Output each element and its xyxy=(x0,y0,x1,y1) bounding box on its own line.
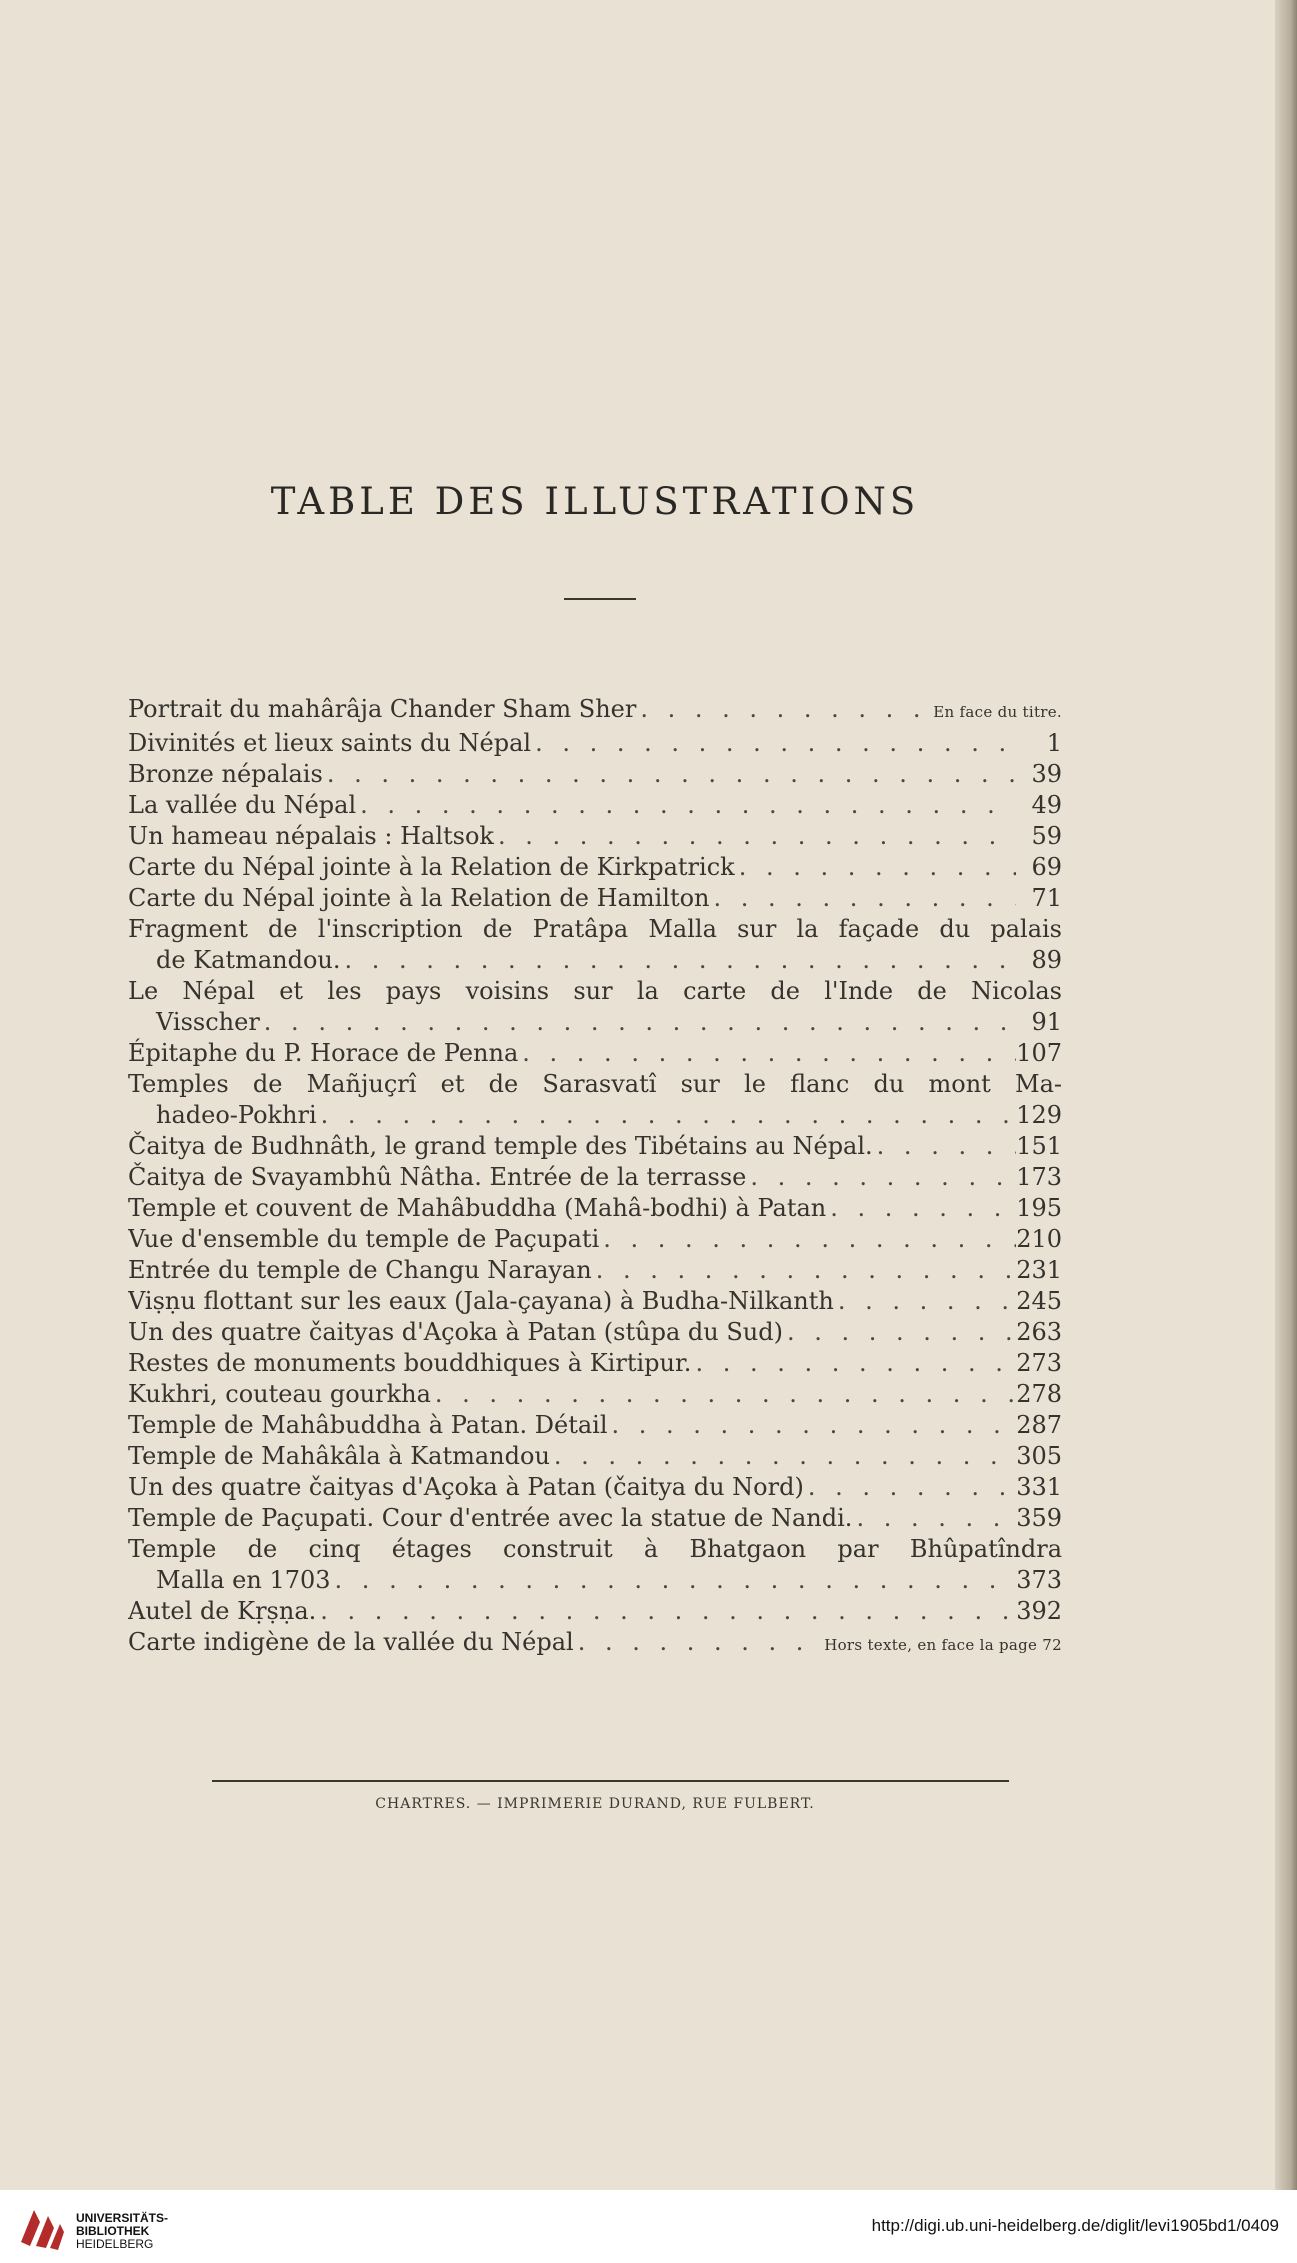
illustration-entry xyxy=(128,1317,1062,1348)
title-divider xyxy=(564,598,636,600)
entry-title: de Katmandou. xyxy=(156,946,341,974)
entry-line xyxy=(128,728,1062,759)
entry-note: Hors texte, en face la page 72 xyxy=(824,1636,1062,1654)
illustration-entry xyxy=(128,852,1062,883)
dot-leader xyxy=(691,1348,1016,1379)
dot-leader xyxy=(323,759,1016,790)
entry-title: Un des quatre čaityas d'Açoka à Patan (čaitya du Nord) xyxy=(128,1473,804,1501)
library-name-line: UNIVERSITÄTS- xyxy=(76,2211,169,2225)
page-number: 69 xyxy=(1031,853,1062,881)
illustration-entry xyxy=(128,914,1062,976)
dot-leader xyxy=(710,883,1016,914)
page-number: 71 xyxy=(1031,884,1062,912)
dot-leader xyxy=(873,1131,1016,1162)
dot-leader xyxy=(783,1317,1016,1348)
entry-line xyxy=(128,1162,1062,1193)
dot-leader xyxy=(341,945,1017,976)
entry-line xyxy=(128,976,1062,1007)
entry-line xyxy=(128,945,1062,976)
entry-title: Temple de cinq étages construit à Bhatgaon par Bhûpatîndra xyxy=(128,1535,1062,1563)
entry-note: En face du titre. xyxy=(933,703,1062,721)
entry-line xyxy=(128,1410,1062,1441)
entry-line xyxy=(128,759,1062,790)
entry-title: Kukhri, couteau gourkha xyxy=(128,1380,431,1408)
entry-title: La vallée du Népal xyxy=(128,791,357,819)
dot-leader xyxy=(356,790,1016,821)
illustration-entry xyxy=(128,1224,1062,1255)
illustration-entry xyxy=(128,1131,1062,1162)
entry-line xyxy=(128,1441,1062,1472)
illustration-entry xyxy=(128,728,1062,759)
page-number: 151 xyxy=(1016,1132,1062,1160)
entry-line xyxy=(128,1379,1062,1410)
entry-line xyxy=(128,914,1062,945)
entry-title: Viṣṇu flottant sur les eaux (Jala-çayana) à Budha-Nilkanth xyxy=(128,1287,834,1315)
entry-line xyxy=(128,1069,1062,1100)
illustration-entry xyxy=(128,1441,1062,1472)
entry-title: Entrée du temple de Changu Narayan xyxy=(128,1256,592,1284)
entry-line xyxy=(128,1131,1062,1162)
page-number: 195 xyxy=(1016,1194,1062,1222)
illustration-entry xyxy=(128,1255,1062,1286)
illustrations-list xyxy=(128,694,1062,1661)
illustration-entry xyxy=(128,1534,1062,1596)
entry-line xyxy=(128,1534,1062,1565)
illustration-entry xyxy=(128,1069,1062,1131)
entry-line xyxy=(128,1286,1062,1317)
entry-line xyxy=(128,694,1062,728)
digitization-footer xyxy=(0,2190,1297,2263)
dot-leader xyxy=(431,1379,1016,1410)
entry-title: Carte du Népal jointe à la Relation de Kirkpatrick xyxy=(128,853,735,881)
page-number: 91 xyxy=(1031,1008,1062,1036)
dot-leader xyxy=(531,728,1016,759)
entry-title: Un hameau népalais : Haltsok xyxy=(128,822,494,850)
page-spine-edge xyxy=(1275,0,1297,2190)
entry-title: Vue d'ensemble du temple de Paçupati xyxy=(128,1225,600,1253)
illustration-entry xyxy=(128,1038,1062,1069)
entry-title: Čaitya de Svayambhû Nâtha. Entrée de la terrasse xyxy=(128,1163,747,1191)
dot-leader xyxy=(592,1255,1016,1286)
illustration-entry xyxy=(128,1193,1062,1224)
entry-line xyxy=(128,1193,1062,1224)
library-name-line: BIBLIOTHEK xyxy=(76,2224,150,2238)
page-number: 129 xyxy=(1016,1101,1062,1129)
illustration-entry xyxy=(128,1348,1062,1379)
dot-leader xyxy=(804,1472,1016,1503)
illustration-entry xyxy=(128,1379,1062,1410)
dot-leader xyxy=(494,821,1016,852)
page-number: 173 xyxy=(1016,1163,1062,1191)
entry-title: Un des quatre čaityas d'Açoka à Patan (stûpa du Sud) xyxy=(128,1318,783,1346)
entry-line xyxy=(128,1596,1062,1627)
footer-divider xyxy=(212,1780,1009,1782)
entry-line xyxy=(128,1317,1062,1348)
page-number: 263 xyxy=(1016,1318,1062,1346)
dot-leader xyxy=(608,1410,1017,1441)
entry-line xyxy=(128,1503,1062,1534)
entry-line xyxy=(128,1565,1062,1596)
page-number: 107 xyxy=(1016,1039,1062,1067)
illustration-entry xyxy=(128,1503,1062,1534)
entry-line xyxy=(128,1348,1062,1379)
illustration-entry xyxy=(128,1596,1062,1627)
dot-leader xyxy=(826,1193,1016,1224)
entry-title: Carte indigène de la vallée du Népal xyxy=(128,1628,574,1656)
entry-title: Bronze népalais xyxy=(128,760,323,788)
entry-title: Divinités et lieux saints du Népal xyxy=(128,729,532,757)
dot-leader xyxy=(599,1224,1016,1255)
page-number: 273 xyxy=(1016,1349,1062,1377)
entry-title: Čaitya de Budhnâth, le grand temple des Tibétains au Népal. xyxy=(128,1132,873,1160)
entry-title: Temple de Paçupati. Cour d'entrée avec la statue de Nandi. xyxy=(128,1504,853,1532)
dot-leader xyxy=(550,1441,1016,1472)
entry-line xyxy=(128,790,1062,821)
dot-leader xyxy=(331,1565,1016,1596)
entry-title: Temple et couvent de Mahâbuddha (Mahâ-bodhi) à Patan xyxy=(128,1194,827,1222)
page-title: TABLE DES ILLUSTRATIONS xyxy=(270,480,920,523)
dot-leader xyxy=(852,1503,1016,1534)
illustration-entry xyxy=(128,821,1062,852)
page-number: 287 xyxy=(1016,1411,1062,1439)
page-number: 210 xyxy=(1016,1225,1062,1253)
entry-title: Malla en 1703 xyxy=(156,1566,331,1594)
page-number: 39 xyxy=(1031,760,1062,788)
dot-leader xyxy=(574,1627,824,1658)
illustration-entry xyxy=(128,790,1062,821)
library-name-line: HEIDELBERG xyxy=(76,2237,154,2251)
page-number: 392 xyxy=(1016,1597,1062,1625)
printer-imprint: CHARTRES. — IMPRIMERIE DURAND, RUE FULBERT. xyxy=(375,1796,815,1812)
entry-line xyxy=(128,1100,1062,1131)
entry-line xyxy=(128,1472,1062,1503)
page-number: 245 xyxy=(1016,1287,1062,1315)
page-number: 1 xyxy=(1046,729,1062,757)
entry-line xyxy=(128,1007,1062,1038)
page-number: 278 xyxy=(1016,1380,1062,1408)
entry-title: Carte du Népal jointe à la Relation de Hamilton xyxy=(128,884,710,912)
library-name xyxy=(76,2212,168,2251)
entry-line xyxy=(128,1255,1062,1286)
illustration-entry xyxy=(128,976,1062,1038)
entry-line xyxy=(128,1038,1062,1069)
dot-leader xyxy=(260,1007,1016,1038)
entry-title: Temples de Mañjuçrî et de Sarasvatî sur le flanc du mont Ma- xyxy=(128,1070,1062,1098)
illustration-entry xyxy=(128,694,1062,728)
entry-title: Le Népal et les pays voisins sur la carte de l'Inde de Nicolas xyxy=(128,977,1062,1005)
entry-line xyxy=(128,1627,1062,1661)
page-number: 59 xyxy=(1031,822,1062,850)
entry-line xyxy=(128,852,1062,883)
illustration-entry xyxy=(128,883,1062,914)
entry-title: Portrait du mahârâja Chander Sham Sher xyxy=(128,695,637,723)
page-number: 49 xyxy=(1031,791,1062,819)
dot-leader xyxy=(735,852,1016,883)
page-number: 305 xyxy=(1016,1442,1062,1470)
page-number: 359 xyxy=(1016,1504,1062,1532)
source-url-link[interactable]: http://digi.ub.uni-heidelberg.de/diglit/levi1905bd1/0409 xyxy=(871,2216,1279,2235)
illustration-entry xyxy=(128,1472,1062,1503)
page-number: 89 xyxy=(1031,946,1062,974)
dot-leader xyxy=(316,1596,1016,1627)
entry-title: Visscher xyxy=(156,1008,260,1036)
illustration-entry xyxy=(128,1410,1062,1441)
dot-leader xyxy=(518,1038,1016,1069)
page-number: 331 xyxy=(1016,1473,1062,1501)
dot-leader xyxy=(746,1162,1016,1193)
heidelberg-university-library-logo xyxy=(16,2202,66,2252)
entry-title: Autel de Kṛṣṇa. xyxy=(128,1597,317,1625)
illustration-entry xyxy=(128,1162,1062,1193)
illustration-entry xyxy=(128,1286,1062,1317)
entry-line xyxy=(128,1224,1062,1255)
entry-title: Restes de monuments bouddhiques à Kirtipur. xyxy=(128,1349,692,1377)
entry-title: hadeo-Pokhri xyxy=(156,1101,317,1129)
entry-title: Temple de Mahâbuddha à Patan. Détail xyxy=(128,1411,608,1439)
illustration-entry xyxy=(128,759,1062,790)
page-number: 373 xyxy=(1016,1566,1062,1594)
entry-line xyxy=(128,883,1062,914)
entry-title: Fragment de l'inscription de Pratâpa Malla sur la façade du palais xyxy=(128,915,1062,943)
illustration-entry xyxy=(128,1627,1062,1661)
dot-leader xyxy=(834,1286,1016,1317)
entry-line xyxy=(128,821,1062,852)
entry-title: Temple de Mahâkâla à Katmandou xyxy=(128,1442,550,1470)
page-number: 231 xyxy=(1016,1256,1062,1284)
dot-leader xyxy=(317,1100,1016,1131)
dot-leader xyxy=(636,694,933,725)
entry-title: Épitaphe du P. Horace de Penna xyxy=(128,1039,519,1067)
